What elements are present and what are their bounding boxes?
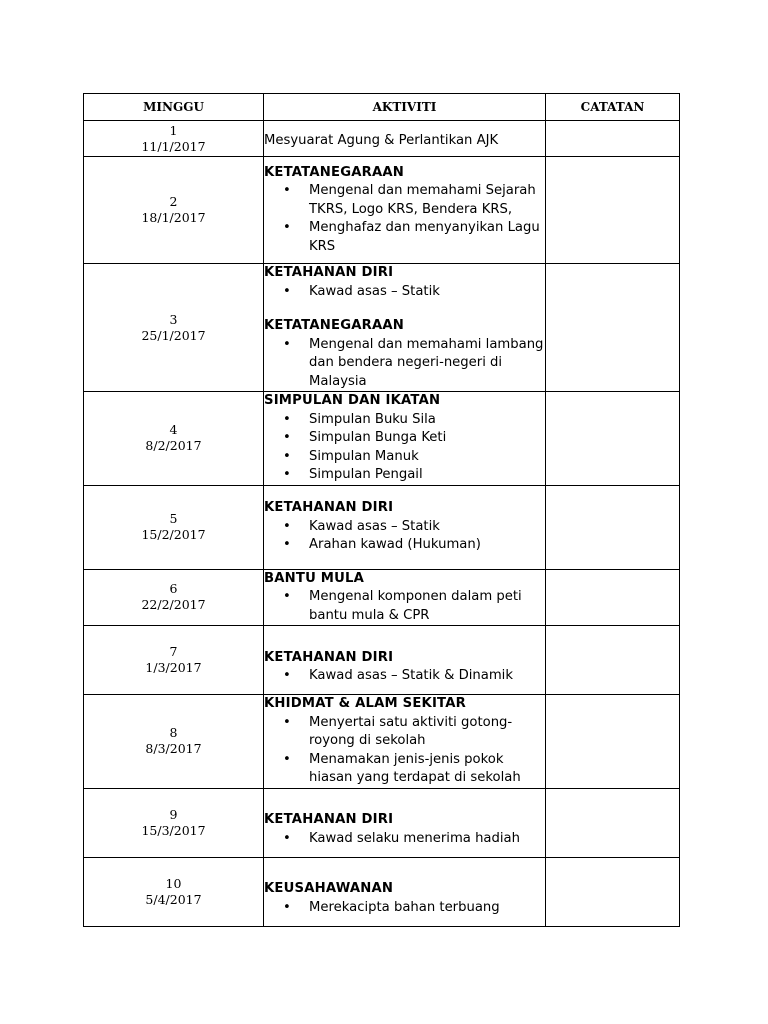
activity-cell	[264, 157, 546, 264]
week-number: 7	[169, 644, 178, 659]
week-date: 11/1/2017	[141, 138, 206, 154]
week-date: 5/4/2017	[145, 891, 202, 907]
activity-heading: KETATANEGARAAN	[264, 164, 405, 180]
table-row	[84, 264, 680, 392]
activity-heading: KETAHANAN DIRI	[264, 649, 394, 665]
week-cell	[84, 485, 264, 569]
table-row	[84, 485, 680, 569]
header-row	[84, 94, 680, 121]
activity-list	[264, 336, 545, 392]
activity-cell	[264, 569, 546, 626]
week-cell	[84, 857, 264, 926]
activity-list	[264, 830, 545, 849]
week-cell	[84, 569, 264, 626]
activity-item: • Mengenal dan memahami lambang dan bendera negeri-negeri di Malaysia	[264, 336, 545, 392]
notes-cell	[546, 264, 680, 392]
notes-cell	[546, 569, 680, 626]
activity-item: • Menyertai satu aktiviti gotong-royong di sekolah	[264, 714, 545, 751]
week-date: 1/3/2017	[145, 660, 202, 675]
activity-heading: SIMPULAN DAN IKATAN	[264, 393, 441, 408]
activity-list	[264, 283, 545, 302]
activity-list	[264, 667, 545, 686]
activity-list	[264, 588, 545, 625]
week-cell	[84, 695, 264, 789]
activity-heading: KETAHANAN DIRI	[264, 265, 394, 280]
activity-cell	[264, 857, 546, 926]
activity-cell	[264, 626, 546, 695]
activity-heading: KETAHANAN DIRI	[264, 500, 394, 516]
activity-item: • Kawad asas – Statik & Dinamik	[264, 667, 545, 686]
week-cell	[84, 788, 264, 857]
activity-item: • Arahan kawad (Hukuman)	[264, 536, 545, 555]
activity-item: • Mengenal dan memahami Sejarah TKRS, Logo KRS, Bendera KRS,	[264, 182, 545, 219]
activity-schedule-table	[83, 93, 680, 927]
activity-heading: KETAHANAN DIRI	[264, 812, 394, 827]
activity-cell	[264, 121, 546, 157]
week-number: 1	[169, 122, 178, 138]
week-number: 9	[169, 806, 178, 822]
activity-item: • Simpulan Bunga Keti	[264, 429, 545, 448]
notes-cell	[546, 695, 680, 789]
week-number: 10	[165, 875, 182, 891]
activity-item: • Simpulan Buku Sila	[264, 411, 545, 430]
week-number: 4	[169, 422, 178, 438]
week-cell	[84, 392, 264, 486]
week-number: 5	[169, 511, 178, 526]
activity-heading: KHIDMAT & ALAM SEKITAR	[264, 696, 466, 711]
notes-cell	[546, 788, 680, 857]
activity-item: • Menamakan jenis-jenis pokok hiasan yang terdapat di sekolah	[264, 751, 545, 788]
activity-heading: BANTU MULA	[264, 570, 365, 586]
week-date: 18/1/2017	[141, 210, 206, 225]
activity-cell	[264, 695, 546, 789]
notes-cell	[546, 626, 680, 695]
activity-heading: KETATANEGARAAN	[264, 318, 405, 333]
week-cell	[84, 157, 264, 264]
activity-item: • Mengenal komponen dalam peti bantu mula & CPR	[264, 588, 545, 625]
activity-cell	[264, 788, 546, 857]
header-week: MINGGU	[84, 94, 264, 121]
table-row	[84, 569, 680, 626]
notes-cell	[546, 392, 680, 486]
notes-cell	[546, 121, 680, 157]
table-row	[84, 121, 680, 157]
activity-text: Mesyuarat Agung & Perlantikan AJK	[264, 133, 499, 149]
week-number: 8	[169, 725, 178, 741]
week-date: 15/3/2017	[141, 822, 206, 838]
table-row	[84, 857, 680, 926]
activity-list	[264, 411, 545, 485]
activity-list	[264, 899, 545, 918]
week-cell	[84, 264, 264, 392]
week-date: 22/2/2017	[141, 597, 206, 613]
activity-item: • Merekacipta bahan terbuang	[264, 899, 545, 918]
activity-item: • Simpulan Manuk	[264, 448, 545, 467]
activity-cell	[264, 485, 546, 569]
activity-cell	[264, 392, 546, 486]
week-number: 2	[169, 194, 178, 209]
notes-cell	[546, 857, 680, 926]
activity-item: • Simpulan Pengail	[264, 466, 545, 485]
week-date: 25/1/2017	[141, 327, 206, 343]
notes-cell	[546, 485, 680, 569]
header-activity: AKTIVITI	[264, 94, 546, 121]
activity-list	[264, 182, 545, 256]
activity-item: • Menghafaz dan menyanyikan Lagu KRS	[264, 219, 545, 256]
activity-cell	[264, 264, 546, 392]
week-date: 8/3/2017	[145, 741, 202, 757]
week-date: 15/2/2017	[141, 527, 206, 542]
notes-cell	[546, 157, 680, 264]
activity-item: • Kawad asas – Statik	[264, 518, 545, 537]
table-row	[84, 157, 680, 264]
table-row	[84, 788, 680, 857]
table-row	[84, 695, 680, 789]
activity-list	[264, 714, 545, 788]
week-number: 6	[169, 581, 178, 597]
header-notes: CATATAN	[546, 94, 680, 121]
table-row	[84, 392, 680, 486]
week-cell	[84, 121, 264, 157]
week-number: 3	[169, 311, 178, 327]
week-date: 8/2/2017	[145, 438, 202, 454]
activity-item: • Kawad asas – Statik	[264, 283, 545, 302]
week-cell	[84, 626, 264, 695]
activity-item: • Kawad selaku menerima hadiah	[264, 830, 545, 849]
activity-list	[264, 518, 545, 555]
activity-heading: KEUSAHAWANAN	[264, 881, 394, 896]
table-row	[84, 626, 680, 695]
